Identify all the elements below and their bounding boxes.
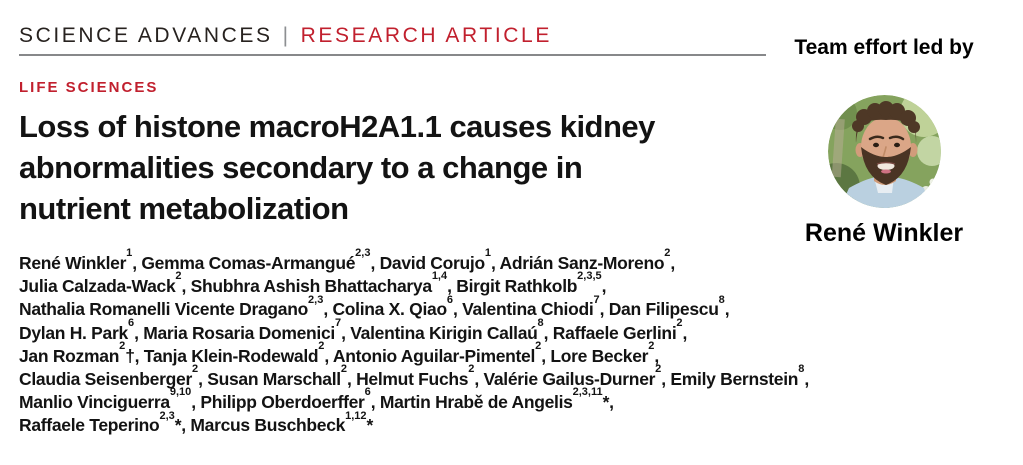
author: Lore Becker$^2$, bbox=[550, 339, 659, 366]
author: Adrián Sanz-Moreno$^2$, bbox=[499, 247, 675, 273]
lead-author-name: René Winkler bbox=[804, 219, 964, 247]
author: Valentina Chiodi$^7$, bbox=[462, 293, 609, 320]
subject-category-label: LIFE SCIENCES bbox=[19, 79, 159, 96]
author: Susan Marschall$^2$, bbox=[207, 363, 357, 390]
author-line bbox=[19, 363, 809, 391]
author: Raffaele Teperino$^{2,3}$*, bbox=[19, 409, 191, 436]
title-line-3: nutrient metabolization bbox=[19, 191, 349, 226]
author-line bbox=[19, 316, 809, 345]
author: Jan Rozman$^2$†, bbox=[19, 339, 144, 366]
author: Antonio Aguilar-Pimentel$^2$, bbox=[332, 339, 551, 366]
author: Martin Hrabě de Angelis$^{2,3,11}$*, bbox=[379, 386, 614, 413]
author: David Corujo$^1$, bbox=[379, 247, 500, 273]
author-line bbox=[19, 270, 809, 298]
author: Dan Filipescu$^8$, bbox=[608, 293, 730, 320]
author-line bbox=[19, 339, 809, 368]
author: Julia Calzada-Wack$^2$, bbox=[19, 270, 191, 297]
author: Helmut Fuchs$^2$, bbox=[356, 363, 484, 390]
article-type-label: RESEARCH ARTICLE bbox=[300, 24, 552, 47]
author: René Winkler$^1$, bbox=[19, 247, 142, 273]
journal-masthead bbox=[19, 24, 552, 48]
author: Dylan H. Park$^6$, bbox=[19, 316, 144, 343]
author: Tanja Klein-Rodewald$^2$, bbox=[143, 339, 333, 366]
author: Nathalia Romanelli Vicente Dragano$^{2,3}$, bbox=[19, 293, 333, 320]
masthead-divider: | bbox=[282, 24, 291, 47]
team-effort-label: Team effort led by bbox=[794, 36, 974, 59]
person-portrait-icon bbox=[828, 95, 941, 208]
author: Gemma Comas-Armangué$^{2,3}$, bbox=[141, 247, 380, 273]
author: Maria Rosaria Domenici$^7$, bbox=[143, 316, 351, 343]
author: Shubhra Ashish Bhattacharya$^{1,4}$, bbox=[190, 270, 457, 297]
title-line-1: Loss of histone macroH2A1.1 causes kidney bbox=[19, 109, 655, 144]
author: Colina X. Qiao$^6$, bbox=[332, 293, 463, 320]
article-title bbox=[19, 106, 655, 229]
lead-author-photo bbox=[828, 95, 941, 208]
author: Birgit Rathkolb$^{2,3,5}$, bbox=[456, 270, 607, 297]
author: Claudia Seisenberger$^2$, bbox=[19, 363, 208, 390]
author: Philipp Oberdoerffer$^6$, bbox=[200, 386, 380, 413]
author: Manlio Vinciguerra$^{9,10}$, bbox=[19, 386, 201, 413]
title-line-2: abnormalities secondary to a change in bbox=[19, 150, 583, 185]
author-line bbox=[19, 247, 809, 275]
author-list bbox=[19, 247, 809, 438]
author: Valérie Gailus-Durner$^2$, bbox=[483, 363, 671, 390]
journal-name: SCIENCE ADVANCES bbox=[19, 24, 273, 47]
author: Marcus Buschbeck$^{1,12}$* bbox=[190, 409, 374, 436]
author: Raffaele Gerlini$^2$, bbox=[552, 316, 688, 343]
masthead-rule bbox=[19, 54, 766, 56]
author: Valentina Kirigin Callaú$^8$, bbox=[350, 316, 553, 343]
author-line bbox=[19, 409, 809, 437]
author: Emily Bernstein$^8$, bbox=[670, 363, 809, 390]
author-line bbox=[19, 386, 809, 414]
author-line bbox=[19, 293, 809, 321]
